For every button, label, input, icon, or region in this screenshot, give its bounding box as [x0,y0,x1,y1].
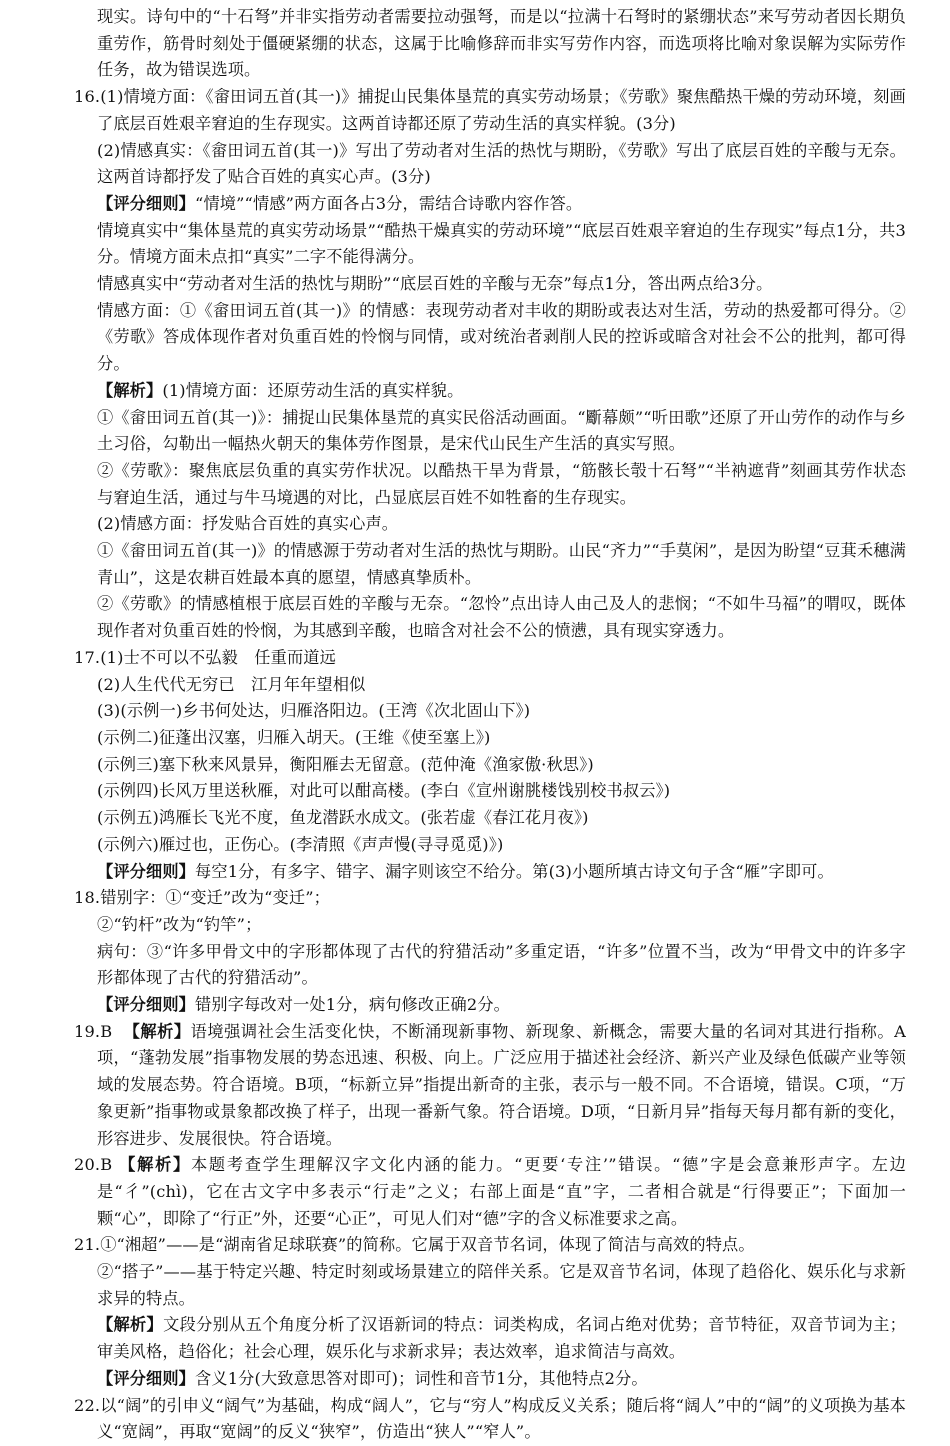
q16-analysis-5: ①《畲田词五首(其一)》的情感源于劳动者对生活的热忱与期盼。山民“齐力”“手莫闲”，是因为盼望“豆萁禾穗满青山”，这是农耕百姓最本真的愿望，情感真挚质朴。 [97,541,906,587]
q17-example-4: (示例四)长风万里送秋雁，对此可以酣高楼。(李白《宣州谢朓楼饯别校书叔云》) [97,781,671,801]
q17-rubric [74,859,906,886]
q17-answer-1 [74,645,906,672]
q18-answer-2: ②“钓杆”改为“钓竿”； [97,914,262,934]
q18-rubric-text: 错别字每改对一处1分，病句修改正确2分。 [195,995,511,1015]
q17-example-6: (示例六)雁过也，正伤心。(李清照《声声慢(寻寻觅觅)》) [97,834,504,854]
q21-rubric-text: 含义1分(大致意思答对即可)；词性和音节1分，其他特点2分。 [195,1368,648,1388]
q15-tail: 现实。诗句中的“十石弩”并非实指劳动者需要拉动强弩，而是以“拉满十石弩时的紧绷状态”来写劳动者因长期负重劳作，筋骨时刻处于僵硬紧绷的状态，这属于比喻修辞而非实写劳作内容，而选项将比喻对象误解为实际劳作任务，故为错误选项。 [97,7,906,80]
q17-number: 17. [74,647,101,667]
q20-analysis-label: 【解析】 [119,1155,191,1175]
q17-example-2: (示例二)征蓬出汉塞，归雁入胡天。(王维《使至塞上》) [97,727,491,747]
q16-analysis-3: ②《劳歌》：聚焦底层负重的真实劳作状况。以酷热干旱为背景，“筋骸长彀十石弩”“半衲遮背”刻画其劳作状态与窘迫生活，通过与牛马境遇的对比，凸显底层百姓不如牲畜的生存现实。 [97,460,906,507]
q18-rubric [74,992,906,1019]
q16-rubric-1 [74,191,906,218]
q22-answer-1 [74,1393,906,1446]
q17-rubric-label: 【评分细则】 [97,861,196,881]
q16-rubric-2: 情境真实中“集体垦荒的真实劳动场景”“酷热干燥真实的劳动环境”“底层百姓艰辛窘迫的生存现实”每点1分，共3分。情境方面未点扣“真实”二字不能得满分。 [97,220,906,267]
q18-answer-1 [74,885,906,912]
q21-a1-text: ①“湘超”——是“湖南省足球联赛”的简称。它属于双音节名词，体现了简洁与高效的特点。 [100,1235,755,1255]
q18-rubric-label: 【评分细则】 [97,995,196,1015]
q21-answer-1 [74,1232,906,1259]
q20-answer [74,1152,906,1232]
q19-choice: B [100,1021,113,1041]
q16-a1-text: (1)情境方面：《畲田词五首(其一)》捕捉山民集体垦荒的真实劳动场景；《劳歌》聚焦酷热干燥的劳动环境，刻画了底层百姓艰辛窘迫的生存现实。这两首诗都还原了劳动生活的真实样貌。(3分) [97,87,906,133]
q18-number: 18. [74,888,101,908]
q16-answer-1 [74,84,906,137]
q18-a1-text: 错别字：①“变迁”改为“变迁”； [100,888,330,908]
q16-analysis-label: 【解析】 [97,380,163,400]
q16-rubric-4: 情感方面：①《畲田词五首(其一)》的情感：表现劳动者对丰收的期盼或表达对生活，劳动的热爱都可得分。②《劳歌》答成体现作者对负重百姓的怜悯与同情，或对统治者剥削人民的控诉或暗含对社会不公的批判，都可得分。 [97,300,906,374]
question-19 [74,1019,906,1153]
q19-analysis-label: 【解析】 [123,1021,191,1041]
q17-answer-3: (3)(示例一)乡书何处达，归雁洛阳边。(王湾《次北固山下》) [97,701,531,721]
q21-analysis [74,1312,906,1365]
q22-a1-text: 以“阔”的引申义“阔气”为基础，构成“阔人”，它与“穷人”构成反义关系；随后将“阔人”中的“阔”的义项换为基本义“宽阔”，再取“宽阔”的反义“狭窄”，仿造出“狭人”“窄人”。 [97,1395,906,1442]
q17-a1-text: (1)士不可以不弘毅 任重而道远 [100,647,336,667]
q16-rubric-label: 【评分细则】 [97,193,196,213]
q22-number: 22. [74,1395,101,1415]
q19-analysis-text: 语境强调社会生活变化快，不断涌现新事物、新现象、新概念，需要大量的名词对其进行指称。A项，“蓬勃发展”指事物发展的势态迅速、积极、向上。广泛应用于描述社会经济、新兴产业及绿色低碳产业等领域的发展态势。符合语境。B项，“标新立异”指提出新奇的主张，表示与一般不同。不合语境，错误。C项，“万象更新”指事物或景象都改换了样子，出现一番新气象。符合语境。D项，“日新月异”指每天每月都有新的变化，形容进步、发展很快。符合语境。 [97,1021,906,1148]
question-16 [74,84,906,645]
q16-analysis-2: ①《畲田词五首(其一)》：捕捉山民集体垦荒的真实民俗活动画面。“斸幕颇”“听田歌”还原了开山劳作的动作与乡土习俗，勾勒出一幅热火朝天的集体劳作图景，是宋代山民生产生活的真实写照。 [97,407,906,454]
question-21 [74,1232,906,1392]
q16-analysis-6: ②《劳歌》的情感植根于底层百姓的辛酸与无奈。“忽怜”点出诗人由己及人的悲悯；“不如牛马福”的喟叹，既体现作者对负重百姓的怜悯，为其感到辛酸，也暗含对社会不公的愤懑，具有现实穿透力。 [97,594,906,641]
q21-rubric-label: 【评分细则】 [97,1368,196,1388]
q16-number: 16. [74,87,101,107]
q19-number: 19. [74,1021,101,1041]
q16-answer-2: (2)情感真实：《畲田词五首(其一)》写出了劳动者对生活的热忱与期盼，《劳歌》写出了底层百姓的辛酸与无奈。这两首诗都抒发了贴合百姓的真实心声。(3分) [97,140,906,187]
q17-example-5: (示例五)鸿雁长飞光不度，鱼龙潜跃水成文。(张若虚《春江花月夜》) [97,808,589,828]
question-22 [74,1393,906,1446]
q20-number: 20. [74,1155,101,1175]
q21-analysis-text: 文段分别从五个角度分析了汉语新词的特点：词类构成，名词占绝对优势；音节特征，双音节词为主；审美风格，趋俗化；社会心理，娱乐化与求新求异；表达效率，追求简洁与高效。 [97,1315,906,1362]
q19-answer [74,1019,906,1153]
q18-answer-3: 病句：③“许多甲骨文中的字形都体现了古代的狩猎活动”多重定语，“许多”位置不当，改为“甲骨文中的许多字形都体现了古代的狩猎活动”。 [97,941,906,988]
q20-choice: B [100,1155,113,1175]
q21-rubric [74,1366,906,1393]
q17-rubric-text: 每空1分，有多字、错字、漏字则该空不给分。第(3)小题所填古诗文句子含“雁”字即可。 [195,861,834,881]
q21-answer-2: ②“搭子”——基于特定兴趣、特定时刻或场景建立的陪伴关系。它是双音节名词，体现了趋俗化、娱乐化与求新求异的特点。 [97,1262,906,1308]
q16-rubric-1-text: “情境”“情感”两方面各占3分，需结合诗歌内容作答。 [195,193,583,213]
q17-answer-2: (2)人生代代无穷已 江月年年望相似 [97,674,366,694]
q16-rubric-3: 情感真实中“劳动者对生活的热忱与期盼”“底层百姓的辛酸与无奈”每点1分，答出两点给3分。 [97,274,773,294]
q21-analysis-label: 【解析】 [97,1315,164,1335]
question-18 [74,885,906,1019]
question-20 [74,1152,906,1232]
question-17 [74,645,906,885]
q20-analysis-text: 本题考查学生理解汉字文化内涵的能力。“更要‘专注’”错误。“德”字是会意兼形声字。左边是“彳”(chì)，它在古文字中多表示“行走”之义；右部上面是“直”字，二者相合就是“行得要正”；下面加一颗“心”，即除了“行正”外，还要“心正”，可见人们对“德”字的含义标准要求之高。 [97,1155,906,1228]
q16-analysis-4: (2)情感方面：抒发贴合百姓的真实心声。 [97,514,399,534]
q16-analysis-1 [74,378,906,405]
q16-analysis-1-text: (1)情境方面：还原劳动生活的真实样貌。 [162,380,464,400]
q17-example-3: (示例三)塞下秋来风景异，衡阳雁去无留意。(范仲淹《渔家傲·秋思》) [97,754,594,774]
q21-number: 21. [74,1235,101,1255]
